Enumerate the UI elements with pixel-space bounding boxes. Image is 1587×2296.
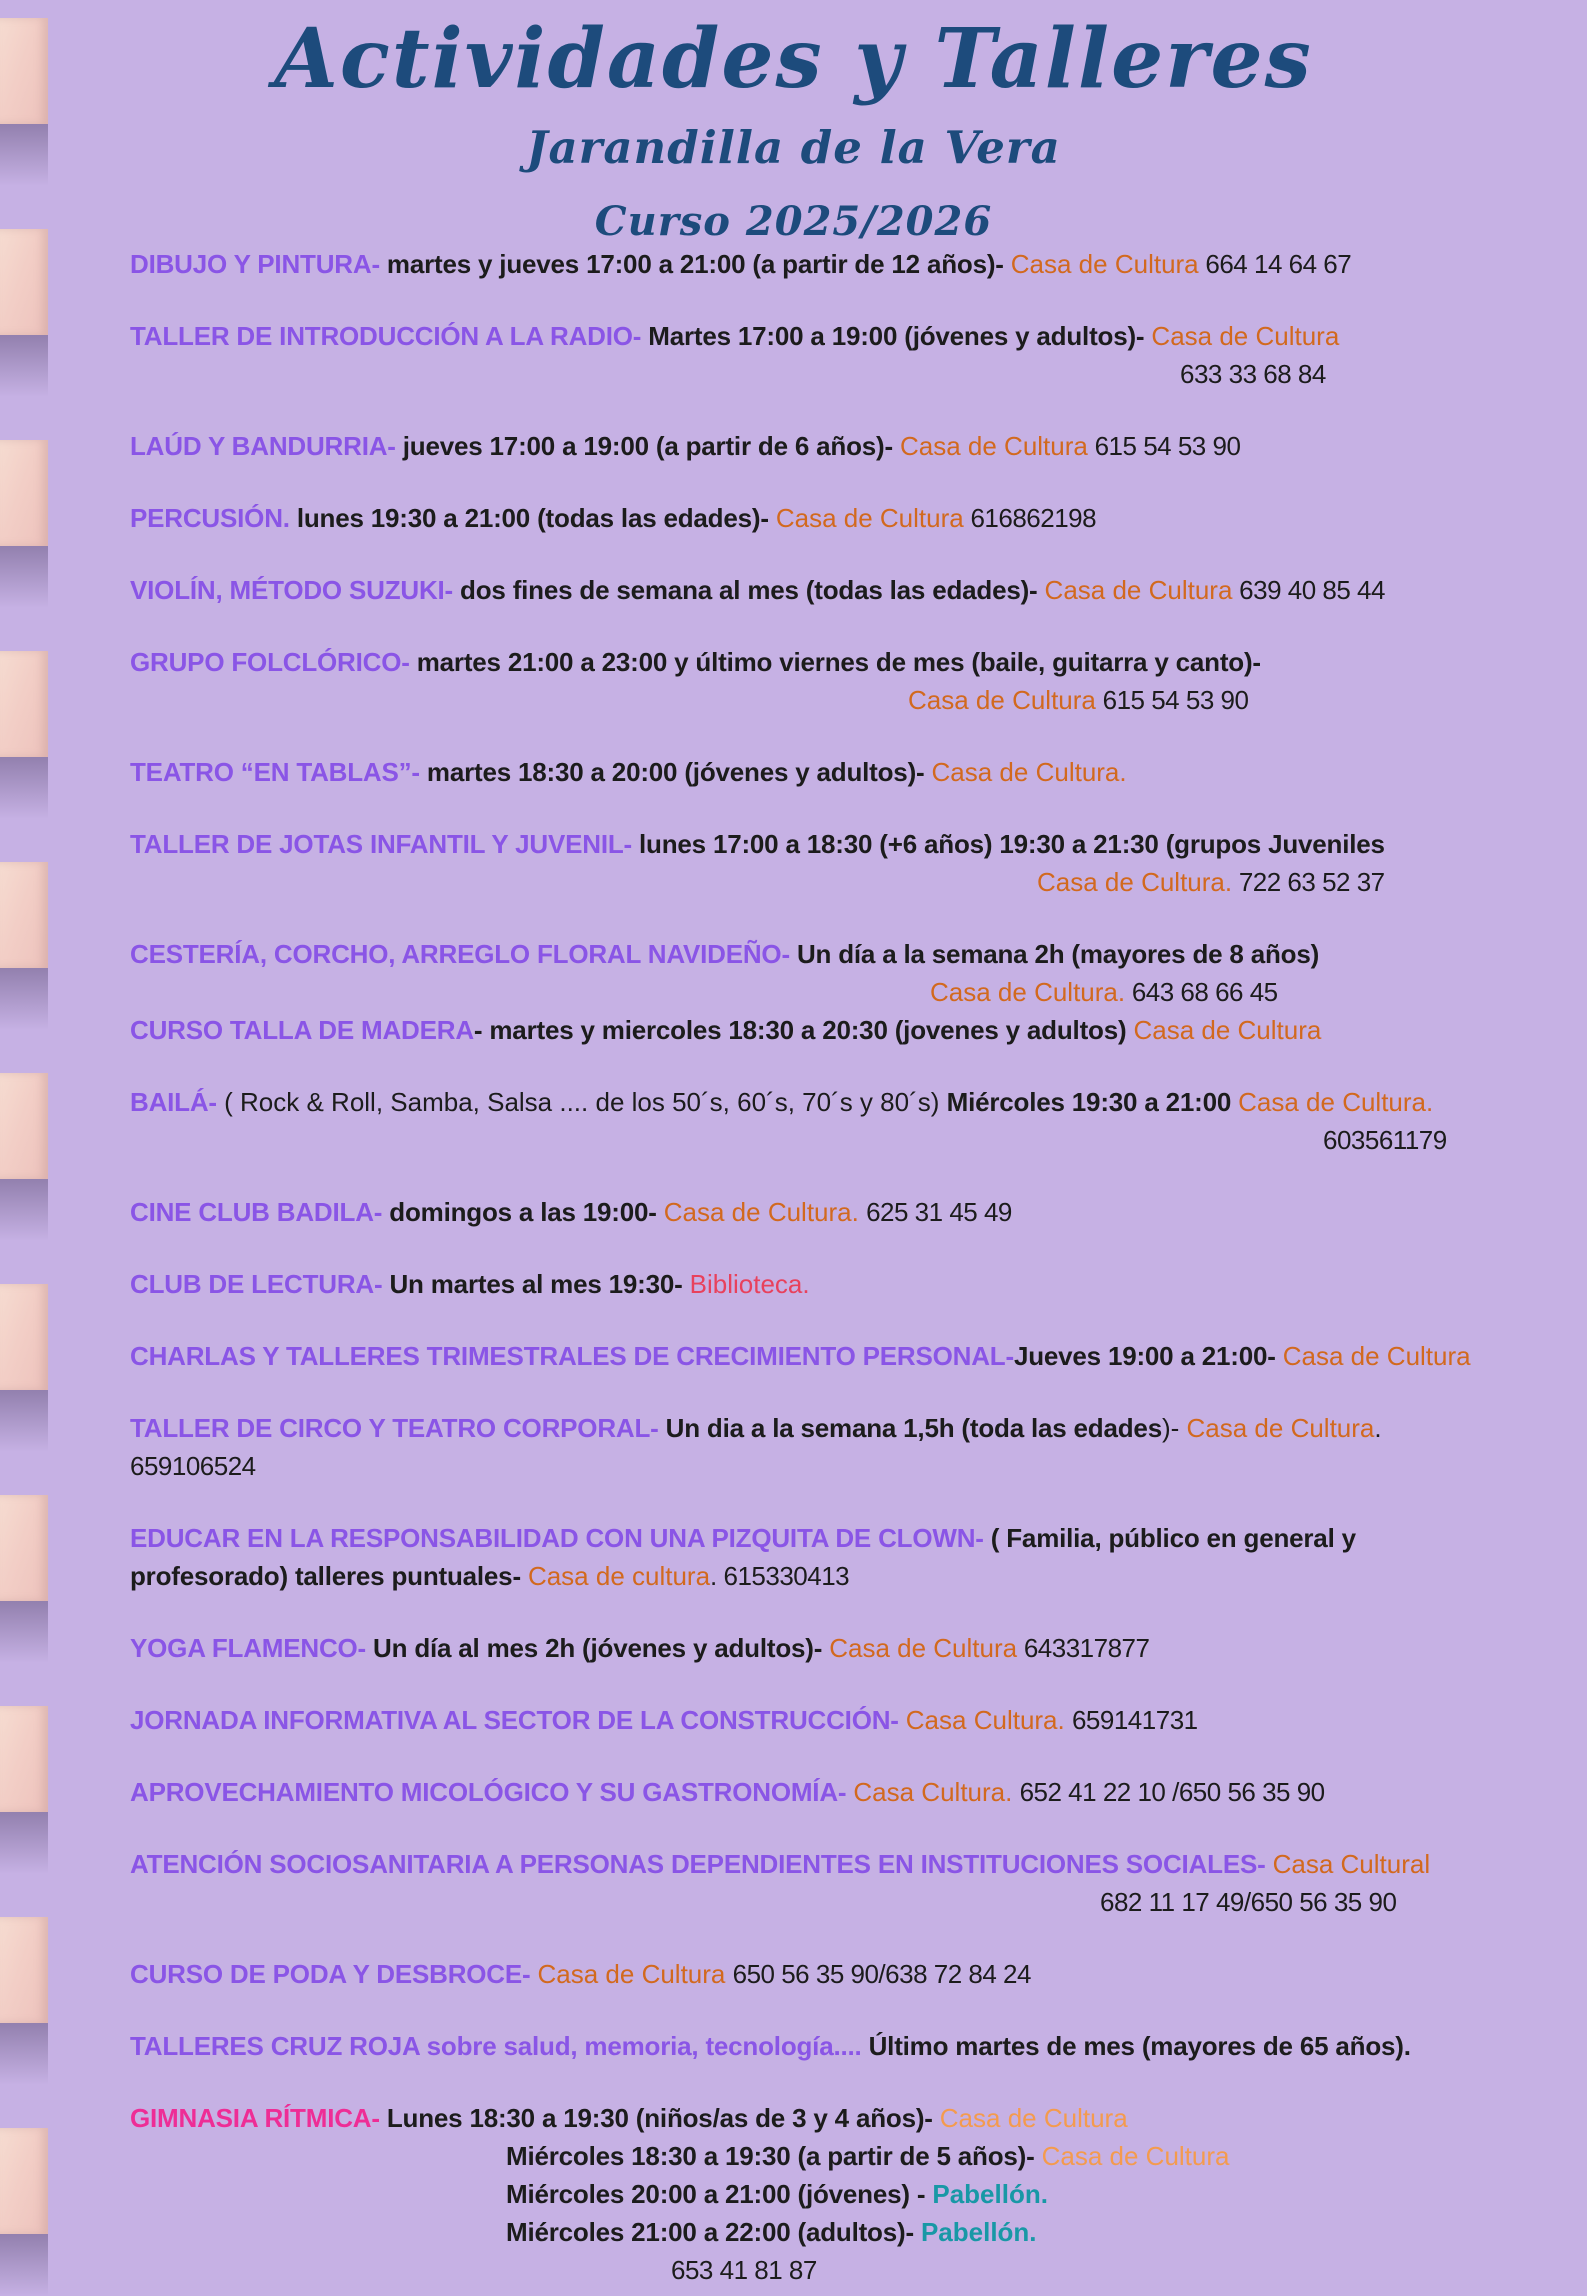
schedule-text: Un martes al mes 19:30- <box>389 1269 690 1299</box>
location-text: Casa de Cultura. <box>1238 1087 1434 1117</box>
phone-number: 625 31 45 49 <box>866 1197 1012 1227</box>
activity-line <box>130 973 1547 1011</box>
activity-entry <box>130 935 1547 1011</box>
activity-entry <box>130 2027 1547 2065</box>
schedule-text: Lunes 18:30 a 19:30 (niños/as de 3 y 4 años)- <box>386 2103 940 2133</box>
activity-entry <box>130 1955 1547 1993</box>
phone-number: 659141731 <box>1071 1705 1198 1735</box>
activity-title: APROVECHAMIENTO MICOLÓGICO Y SU GASTRONOMÍA- <box>130 1777 854 1807</box>
activity-line <box>130 2175 1547 2213</box>
activity-line <box>130 1265 1547 1303</box>
activity-line <box>130 863 1547 901</box>
activity-entry <box>130 1083 1547 1159</box>
schedule-text: Miércoles 18:30 a 19:30 (a partir de 5 años)- <box>506 2141 1042 2171</box>
activity-title: CESTERÍA, CORCHO, ARREGLO FLORAL NAVIDEÑO- <box>130 939 797 969</box>
activity-entry <box>130 1701 1547 1739</box>
schedule-text: Miércoles 20:00 a 21:00 (jóvenes) - <box>506 2179 933 2209</box>
activity-title: TEATRO “EN TABLAS”- <box>130 757 427 787</box>
activity-line <box>130 1557 1547 1595</box>
phone-number: 615 54 53 90 <box>1087 431 1241 461</box>
schedule-text: Martes 17:00 a 19:00 (jóvenes y adultos)- <box>648 321 1152 351</box>
phone-number: . 615330413 <box>710 1561 850 1591</box>
location-text: Casa de Cultura. <box>1037 867 1233 897</box>
activity-title: BAILÁ- <box>130 1087 217 1117</box>
location-text: Casa de Cultura <box>537 1959 733 1989</box>
activity-line <box>130 1883 1547 1921</box>
activity-line <box>130 825 1547 863</box>
location-text: Casa Cultural <box>1272 1849 1431 1879</box>
location-text: Casa de Cultura. <box>663 1197 867 1227</box>
page-title: Actividades y Talleres <box>274 11 1313 107</box>
schedule-text: profesorado) talleres puntuales- <box>130 1561 528 1591</box>
activity-line <box>130 1193 1547 1231</box>
activity-line <box>130 1629 1547 1667</box>
activity-line <box>130 1845 1547 1883</box>
activities-list <box>130 245 1547 2289</box>
activity-line <box>130 2099 1547 2137</box>
activity-line <box>130 643 1547 681</box>
schedule-text: domingos a las 19:00- <box>389 1197 664 1227</box>
activity-title: CURSO DE PODA Y DESBROCE- <box>130 1959 538 1989</box>
location-text: Casa de Cultura <box>908 685 1096 715</box>
schedule-text: lunes 17:00 a 18:30 (+6 años) 19:30 a 21:30 (grupos Juveniles <box>639 829 1385 859</box>
activity-line <box>130 2027 1547 2065</box>
activity-line <box>130 2213 1547 2251</box>
schedule-text: - martes y miercoles 18:30 a 20:30 (jovenes y adultos) <box>473 1015 1134 1045</box>
activity-line <box>130 1447 1547 1485</box>
location-text: Casa de Cultura <box>1044 575 1233 605</box>
location-text: Casa de Cultura <box>1186 1413 1375 1443</box>
activity-line <box>130 1955 1547 1993</box>
activity-title: CURSO TALLA DE MADERA <box>130 1015 474 1045</box>
activity-line <box>130 571 1547 609</box>
tape-strip-decoration <box>0 862 48 968</box>
location-text: Casa de Cultura. <box>931 757 1127 787</box>
location-text: Casa de Cultura <box>1282 1341 1471 1371</box>
activity-line <box>130 499 1547 537</box>
schedule-text: Un día a la semana 2h (mayores de 8 años) <box>796 939 1320 969</box>
activity-title: VIOLÍN, MÉTODO SUZUKI- <box>130 575 461 605</box>
activity-entry <box>130 317 1547 393</box>
activity-entry <box>130 427 1547 465</box>
activity-line <box>130 1409 1547 1447</box>
activity-entry <box>130 1265 1547 1303</box>
location-text: Casa Cultura. <box>853 1777 1020 1807</box>
schedule-text: jueves 17:00 a 19:00 (a partir de 6 años)- <box>402 431 900 461</box>
location-text: Casa Cultura. <box>905 1705 1072 1735</box>
phone-number: 633 33 68 84 <box>1180 359 1326 389</box>
activity-title: YOGA FLAMENCO- <box>130 1633 374 1663</box>
activity-line <box>130 1337 1547 1375</box>
activity-title: GRUPO FOLCLÓRICO- <box>130 647 417 677</box>
tape-strip-decoration <box>0 1284 48 1390</box>
location-text: Casa de Cultura <box>1133 1015 1322 1045</box>
schedule-text: Miércoles 21:00 a 22:00 (adultos)- <box>506 2217 921 2247</box>
activity-line <box>130 427 1547 465</box>
description-text: . <box>1374 1413 1382 1443</box>
phone-number: 643 68 66 45 <box>1125 977 1278 1007</box>
activity-line <box>130 2137 1547 2175</box>
activity-title: CLUB DE LECTURA- <box>130 1269 390 1299</box>
activity-line <box>130 935 1547 973</box>
phone-number: 643317877 <box>1017 1633 1150 1663</box>
activity-title: TALLER DE INTRODUCCIÓN A LA RADIO- <box>130 321 649 351</box>
activity-entry <box>130 1629 1547 1667</box>
location-text: Casa de Cultura <box>1010 249 1199 279</box>
activity-title: ATENCIÓN SOCIOSANITARIA A PERSONAS DEPENDIENTES EN INSTITUCIONES SOCIALES- <box>130 1849 1273 1879</box>
schedule-text: martes 21:00 a 23:00 y último viernes de mes (baile, guitarra y canto)- <box>416 647 1261 677</box>
tape-strip-decoration <box>0 18 48 124</box>
tape-strip-decoration <box>0 440 48 546</box>
activity-entry <box>130 1845 1547 1921</box>
activity-line <box>130 1773 1547 1811</box>
activity-line <box>130 1121 1547 1159</box>
activity-line <box>130 2251 1547 2289</box>
tape-strip-decoration <box>0 2128 48 2234</box>
activity-title: DIBUJO Y PINTURA- <box>130 249 380 279</box>
description-text: ( Rock & Roll, Samba, Salsa .... de los 50´s, 60´s, 70´s y 80´s) <box>216 1087 947 1117</box>
tape-strip-decoration <box>0 1073 48 1179</box>
activity-entry <box>130 245 1547 283</box>
location-text: Casa de Cultura <box>775 503 964 533</box>
activity-title: CINE CLUB BADILA- <box>130 1197 390 1227</box>
page-subtitle-course: Curso 2025/2026 <box>594 198 993 245</box>
activity-title: TALLERES CRUZ ROJA sobre salud, memoria, tecnología.... <box>130 2031 869 2061</box>
schedule-text: lunes 19:30 a 21:00 (todas las edades)- <box>289 503 776 533</box>
activity-line <box>130 1011 1547 1049</box>
activity-line <box>130 1701 1547 1739</box>
location-text: Casa de Cultura <box>899 431 1088 461</box>
activity-entry <box>130 753 1547 791</box>
schedule-text: Un dia a la semana 1,5h (toda las edades <box>665 1413 1162 1443</box>
tape-strip-decoration <box>0 1495 48 1601</box>
schedule-text: martes y jueves 17:00 a 21:00 (a partir de 12 años)- <box>379 249 1011 279</box>
activity-entry <box>130 1519 1547 1595</box>
tape-strip-decoration <box>0 1917 48 2023</box>
phone-number: 639 40 85 44 <box>1232 575 1385 605</box>
activity-title: JORNADA INFORMATIVA AL SECTOR DE LA CONSTRUCCIÓN- <box>130 1705 906 1735</box>
activity-entry <box>130 825 1547 901</box>
schedule-text: Jueves 19:00 a 21:00- <box>1013 1341 1283 1371</box>
activity-line <box>130 1519 1547 1557</box>
location-text: Pabellón. <box>932 2179 1048 2209</box>
location-text: Casa de Cultura <box>829 1633 1018 1663</box>
phone-number: 603561179 <box>1323 1125 1447 1155</box>
activity-entry <box>130 1409 1547 1485</box>
activity-entry <box>130 643 1547 719</box>
activity-title: PERCUSIÓN. <box>130 503 290 533</box>
description-text: )- <box>1161 1413 1187 1443</box>
phone-number: 652 41 22 10 /650 56 35 90 <box>1019 1777 1325 1807</box>
phone-number: 650 56 35 90/638 72 84 24 <box>732 1959 1031 1989</box>
activity-title: LAÚD Y BANDURRIA- <box>130 431 403 461</box>
location-text: Casa de cultura <box>527 1561 711 1591</box>
page-subtitle-location: Jarandilla de la Vera <box>526 121 1061 174</box>
activity-title: TALLER DE JOTAS INFANTIL Y JUVENIL- <box>130 829 640 859</box>
schedule-text: martes 18:30 a 20:00 (jóvenes y adultos)- <box>426 757 932 787</box>
activity-line <box>130 355 1547 393</box>
phone-number: 682 11 17 49/650 56 35 90 <box>1100 1887 1397 1917</box>
activity-entry <box>130 1193 1547 1231</box>
phone-number: 722 63 52 37 <box>1232 867 1385 897</box>
location-text: Biblioteca. <box>689 1269 810 1299</box>
schedule-text: Un día al mes 2h (jóvenes y adultos)- <box>373 1633 830 1663</box>
tape-strip-decoration <box>0 1706 48 1812</box>
activity-entry <box>130 2099 1547 2289</box>
phone-number: 615 54 53 90 <box>1095 685 1249 715</box>
activity-entry <box>130 499 1547 537</box>
flyer-header <box>0 0 1587 245</box>
decorative-tape-strips <box>0 0 60 2245</box>
activity-title: TALLER DE CIRCO Y TEATRO CORPORAL- <box>130 1413 666 1443</box>
tape-strip-decoration <box>0 651 48 757</box>
location-text: Casa de Cultura. <box>930 977 1126 1007</box>
phone-number: 664 14 64 67 <box>1198 249 1352 279</box>
activity-title: GIMNASIA RÍTMICA- <box>130 2103 387 2133</box>
schedule-text: Último martes de mes (mayores de 65 años). <box>868 2031 1411 2061</box>
activity-line <box>130 681 1547 719</box>
tape-strip-decoration <box>0 229 48 335</box>
location-text: Casa de Cultura <box>1041 2141 1230 2171</box>
schedule-text: Miércoles 19:30 a 21:00 <box>946 1087 1239 1117</box>
activity-line <box>130 317 1547 355</box>
activity-title: EDUCAR EN LA RESPONSABILIDAD CON UNA PIZQUITA DE CLOWN- <box>130 1523 991 1553</box>
location-text: Casa de Cultura <box>1151 321 1340 351</box>
activity-line <box>130 245 1547 283</box>
activity-line <box>130 1083 1547 1121</box>
phone-number: 616862198 <box>963 503 1097 533</box>
activity-line <box>130 753 1547 791</box>
schedule-text: dos fines de semana al mes (todas las edades)- <box>460 575 1045 605</box>
phone-number: 653 41 81 87 <box>671 2255 817 2285</box>
schedule-text: ( Familia, público en general y <box>990 1523 1356 1553</box>
activity-entry <box>130 1773 1547 1811</box>
activity-entry <box>130 571 1547 609</box>
location-text: Pabellón. <box>920 2217 1037 2247</box>
location-text: Casa de Cultura <box>939 2103 1128 2133</box>
phone-number: 659106524 <box>130 1451 256 1481</box>
activity-entry <box>130 1011 1547 1049</box>
activity-title: CHARLAS Y TALLERES TRIMESTRALES DE CRECIMIENTO PERSONAL- <box>130 1341 1014 1371</box>
activity-entry <box>130 1337 1547 1375</box>
